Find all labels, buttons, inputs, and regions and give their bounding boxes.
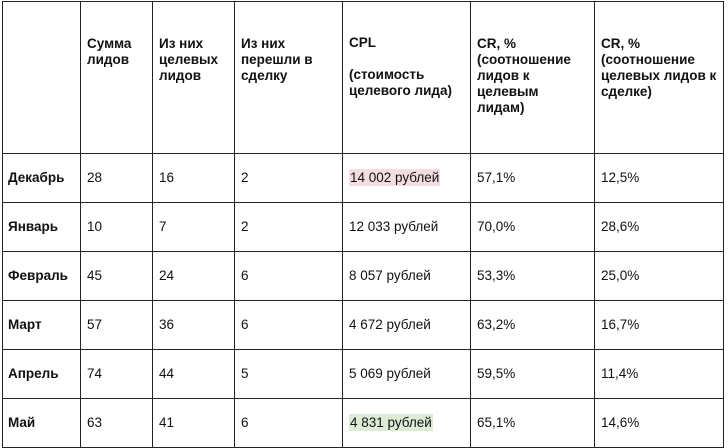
header-cr-leads: CR, % (соотношение лидов к целевым лидам) [471,2,595,154]
cr-deals-cell: 28,6% [595,203,724,252]
leads-table [2,1,724,448]
cr-leads-cell: 70,0% [471,203,595,252]
total-leads-cell: 10 [81,203,153,252]
header-cpl [343,2,471,154]
target-leads-cell: 36 [153,301,235,350]
cr-leads-cell: 53,3% [471,252,595,301]
header-deals: Из них перешли в сделку [235,2,343,154]
target-leads-cell: 7 [153,203,235,252]
month-cell: Февраль [3,252,81,301]
cr-deals-cell: 11,4% [595,350,724,399]
cpl-cell: 8 057 рублей [343,252,471,301]
cpl-cell [343,399,471,448]
cpl-min-highlight: 4 831 рублей [350,415,432,430]
month-cell: Март [3,301,81,350]
header-cpl-title: CPL [349,35,376,50]
total-leads-cell: 74 [81,350,153,399]
deals-cell: 6 [235,399,343,448]
header-total-leads: Сумма лидов [81,2,153,154]
month-cell: Май [3,399,81,448]
header-corner-cell [3,2,81,154]
cr-leads-cell: 65,1% [471,399,595,448]
cr-leads-cell: 59,5% [471,350,595,399]
cpl-cell: 4 672 рублей [343,301,471,350]
total-leads-cell: 63 [81,399,153,448]
deals-cell: 6 [235,301,343,350]
total-leads-cell: 28 [81,154,153,203]
table-row [3,350,724,399]
cpl-cell [343,154,471,203]
table-row [3,399,724,448]
total-leads-cell: 57 [81,301,153,350]
cr-deals-cell: 12,5% [595,154,724,203]
cr-deals-cell: 14,6% [595,399,724,448]
cr-deals-cell: 25,0% [595,252,724,301]
month-cell: Апрель [3,350,81,399]
header-cr-deals: CR, % (соотношение целевых лидов к сделке) [595,2,724,154]
header-target-leads: Из них целевых лидов [153,2,235,154]
table-header-row [3,2,724,154]
table-row [3,203,724,252]
header-cpl-subtitle: (стоимость целевого лида) [349,67,452,98]
deals-cell: 2 [235,154,343,203]
cr-deals-cell: 16,7% [595,301,724,350]
table-row [3,301,724,350]
deals-cell: 6 [235,252,343,301]
target-leads-cell: 16 [153,154,235,203]
table-row [3,154,724,203]
target-leads-cell: 24 [153,252,235,301]
cpl-cell: 12 033 рублей [343,203,471,252]
cr-leads-cell: 63,2% [471,301,595,350]
table-row [3,252,724,301]
total-leads-cell: 45 [81,252,153,301]
deals-cell: 2 [235,203,343,252]
cpl-max-highlight: 14 002 рублей [350,170,440,185]
cr-leads-cell: 57,1% [471,154,595,203]
target-leads-cell: 41 [153,399,235,448]
month-cell: Декабрь [3,154,81,203]
target-leads-cell: 44 [153,350,235,399]
cpl-cell: 5 069 рублей [343,350,471,399]
deals-cell: 5 [235,350,343,399]
month-cell: Январь [3,203,81,252]
